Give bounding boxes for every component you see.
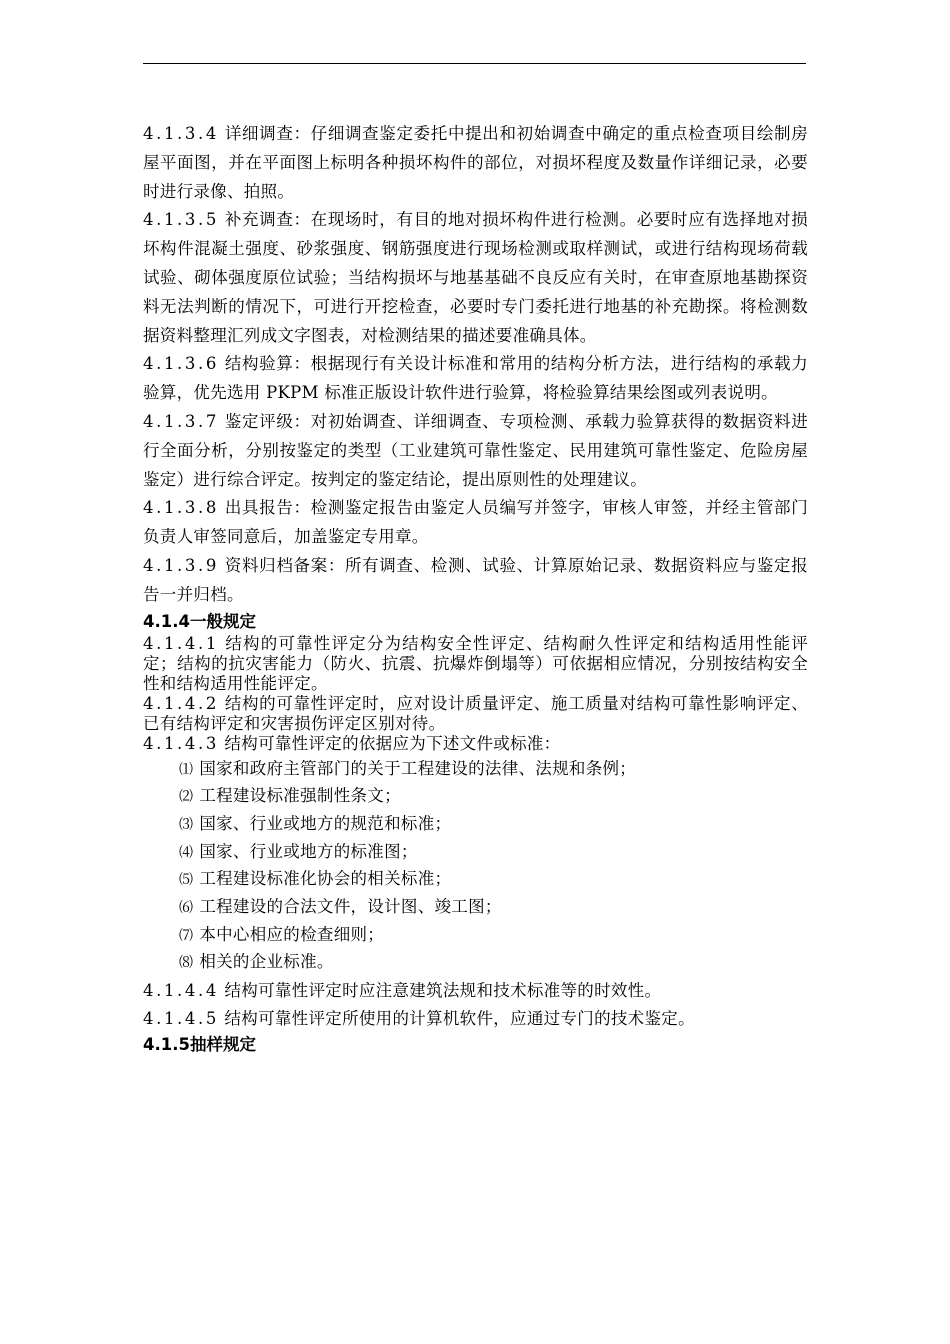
section-4-1-3-8: 4.1.3.8 出具报告：检测鉴定报告由鉴定人员编写并签字，审核人审签，并经主管部门负责人审签同意后，加盖鉴定专用章。 [143, 498, 808, 547]
document-body [143, 120, 808, 1057]
list-item: ⑵ 工程建设标准强制性条文； [179, 786, 401, 806]
section-4-1-3-5: 4.1.3.5 补充调查：在现场时，有目的地对损坏构件进行检测。必要时应有选择地对损坏构件混凝土强度、砂浆强度、钢筋强度进行现场检测或取样测试，或进行结构现场荷载试验、砌体强度原位试验；当结构损坏与地基基础不良反应有关时，在审查原地基勘探资料无法判断的情况下，可进行开挖检查，必要时专门委托进行地基的补充勘探。将检测数据资料整理汇列成文字图表，对检测结果的描述要准确具体。 [143, 210, 808, 345]
section-4-1-3-4: 4.1.3.4 详细调查：仔细调查鉴定委托中提出和初始调查中确定的重点检查项目绘制房屋平面图，并在平面图上标明各种损坏构件的部位，对损坏程度及数量作详细记录，必要时进行录像、拍照。 [143, 124, 808, 201]
section-4-1-3-7: 4.1.3.7 鉴定评级：对初始调查、详细调查、专项检测、承载力验算获得的数据资料进行全面分析，分别按鉴定的类型（工业建筑可靠性鉴定、民用建筑可靠性鉴定、危险房屋鉴定）进行综合评定。按判定的鉴定结论，提出原则性的处理建议。 [143, 411, 808, 489]
rule-4-1-4-2: 4.1.4.2 结构的可靠性评定时，应对设计质量评定、施工质量对结构可靠性影响评定、已有结构评定和灾害损伤评定区别对待。 [143, 693, 808, 733]
section-4-1-3-6: 4.1.3.6 结构验算：根据现行有关设计标准和常用的结构分析方法，进行结构的承载力验算，优先选用 PKPM 标准正版设计软件进行验算，将检验算结果绘图或列表说明。 [143, 354, 808, 403]
heading-4-1-5: 4.1.5抽样规定 [143, 1035, 256, 1055]
header-rule [143, 63, 806, 64]
list-item: ⑷ 国家、行业或地方的标准图； [179, 841, 418, 861]
section-4-1-3-9: 4.1.3.9 资料归档备案：所有调查、检测、试验、计算原始记录、数据资料应与鉴定报告一并归档。 [143, 555, 808, 604]
list-item: ⑸ 工程建设标准化协会的相关标准； [179, 869, 452, 889]
list-item: ⑶ 国家、行业或地方的规范和标准； [179, 813, 452, 833]
list-item: ⑻ 相关的企业标准。 [179, 952, 334, 972]
rule-4-1-4-5: 4.1.4.5 结构可靠性评定所使用的计算机软件，应通过专门的技术鉴定。 [143, 1009, 695, 1029]
list-item: ⑺ 本中心相应的检查细则； [179, 924, 385, 944]
list-item: ⑹ 工程建设的合法文件，设计图、竣工图； [179, 897, 502, 917]
heading-4-1-4: 4.1.4一般规定 [143, 611, 256, 631]
rule-4-1-4-1: 4.1.4.1 结构的可靠性评定分为结构安全性评定、结构耐久性评定和结构适用性能评定；结构的抗灾害能力（防火、抗震、抗爆炸倒塌等）可依据相应情况，分别按结构安全性和结构适用性能评定。 [143, 633, 808, 693]
rule-4-1-4-3: 4.1.4.3 结构可靠性评定的依据应为下述文件或标准： [143, 733, 561, 753]
rule-4-1-4-4: 4.1.4.4 结构可靠性评定时应注意建筑法规和技术标准等的时效性。 [143, 981, 662, 1001]
list-item: ⑴ 国家和政府主管部门的关于工程建设的法律、法规和条例； [179, 758, 637, 778]
